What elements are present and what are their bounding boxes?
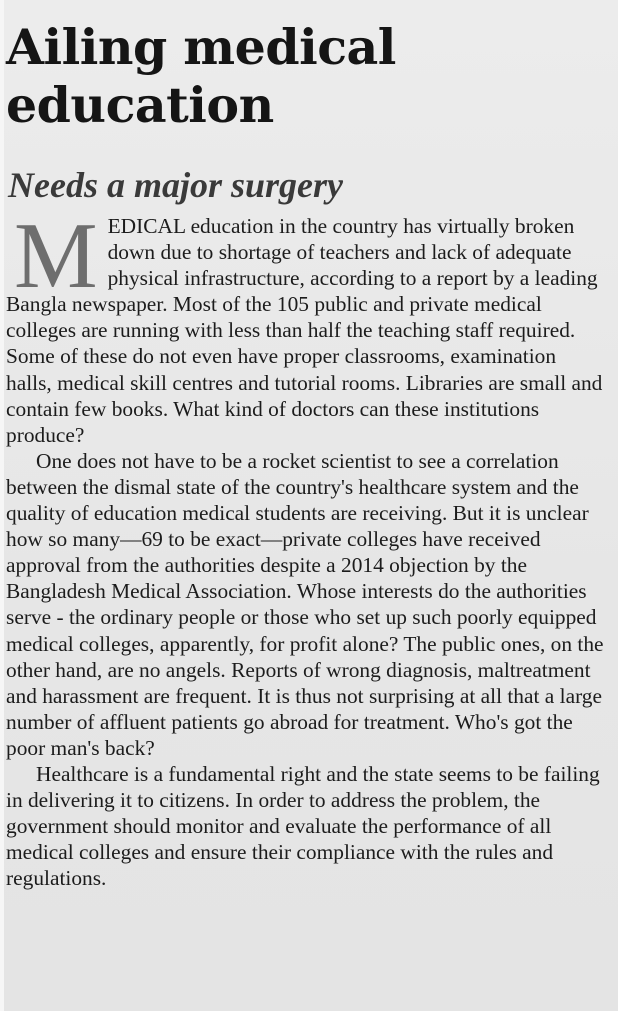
paragraph-1-text: EDICAL education in the country has virtually broken down due to shortage of teachers and lack of adequate physical infrastructure, according to a report by a leading Bangla newspaper. Most of the 105 public and private medical colleges are running with less than half the teaching staff required. Some of these do not even have proper classrooms, examination halls, medical skill centres and tutorial rooms. Libraries are small and contain few books. What kind of doctors can these institutions produce?: [6, 214, 603, 447]
paragraph-1: [6, 204, 604, 448]
headline-line-2: education: [6, 76, 274, 134]
headline: [6, 18, 606, 134]
subheadline: Needs a major surgery: [8, 165, 343, 205]
drop-cap: M: [14, 204, 98, 308]
page-edge: [0, 0, 4, 1011]
article-body: [6, 204, 604, 891]
headline-line-1: Ailing medical: [6, 18, 396, 76]
paragraph-2: One does not have to be a rocket scientist to see a correlation between the dismal state of the country's healthcare system and the quality of education medical students are receiving. But it is unclear how so many—69 to be exact—private colleges have received approval from the authorities despite a 2014 objection by the Bangladesh Medical Association. Whose interests do the authorities serve - the ordinary people or those who set up such poorly equipped medical colleges, apparently, for profit alone? The public ones, on the other hand, are no angels. Reports of wrong diagnosis, maltreatment and harassment are frequent. It is thus not surprising at all that a large number of affluent patients go abroad for treatment. Who's got the poor man's back?: [6, 448, 604, 760]
paragraph-3: Healthcare is a fundamental right and the state seems to be failing in delivering it to citizens. In order to address the problem, the government should monitor and evaluate the performance of all medical colleges and ensure their compliance with the rules and regulations.: [6, 761, 600, 891]
